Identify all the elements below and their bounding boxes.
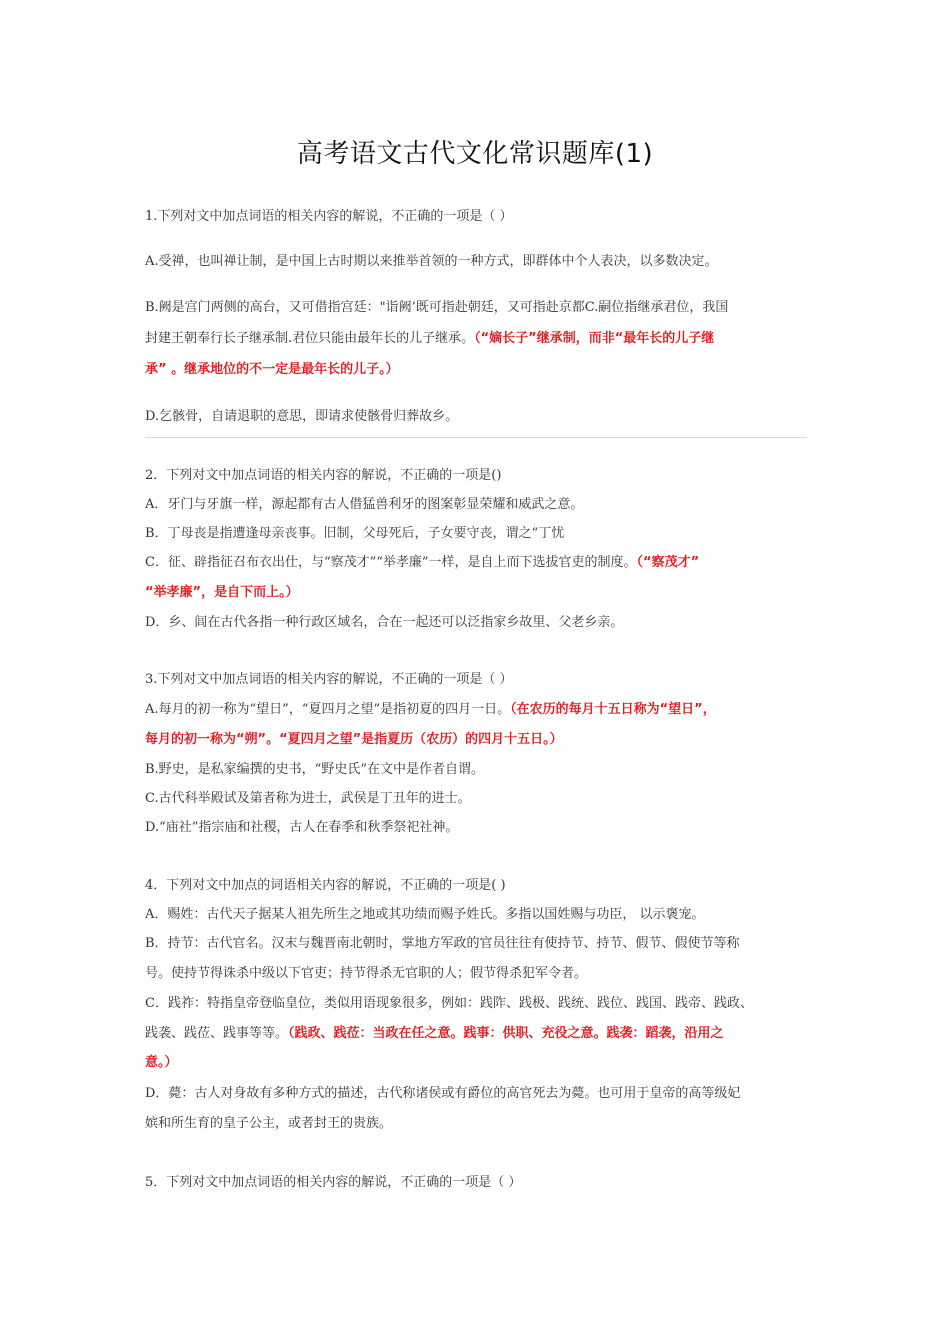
document-title: 高考语文古代文化常识题库(1): [296, 139, 654, 169]
q1-option-b-line2: [145, 327, 714, 346]
q1-option-b-line1: B.阙是宫门两侧的高台，又可借指宫廷："诣阙’既可指赴朝廷，又可指赴京都C.嗣位指继承君位，我国: [145, 300, 729, 315]
q1-answer-note-cont: 承” 。继承地位的不一定是最年长的儿子。）: [145, 362, 399, 377]
q4-option-d-line1: D．薨：古人对身故有多种方式的描述，古代称诸侯或有爵位的高官死去为薨。也可用于皇帝的高等级妃: [145, 1086, 741, 1101]
q3-option-b: B.野史，是私家编撰的史书，“野史氏”在文中是作者自谓。: [145, 762, 484, 777]
q4-option-c-line2: [145, 1022, 724, 1041]
q1-answer-note: （“嫡长子”继承制，而非“最年长的儿子继: [474, 331, 715, 346]
q1-option-d: D.乞骸骨，自请退职的意思，即请求使骸骨归葬故乡。: [145, 409, 459, 424]
q2-answer-note-cont: “举孝廉”，是自下而上。）: [145, 585, 299, 600]
q4-option-c-text: 践袭、践莅、践事等等。: [145, 1026, 289, 1041]
q4-option-d-line2: 嫔和所生育的皇子公主，或者封王的贵族。: [145, 1116, 393, 1131]
q3-option-d: D.“庙社”指宗庙和社稷，古人在春季和秋季祭祀社神。: [145, 820, 459, 835]
q2-option-d: D．乡、闾在古代各指一种行政区域名，合在一起还可以泛指家乡故里、父老乡亲。: [145, 615, 624, 630]
divider: [145, 437, 807, 438]
q2-option-b: B．丁母丧是指遭逢母亲丧事。旧制，父母死后，子女要守丧，谓之“丁忧: [145, 526, 565, 541]
q3-option-a: [145, 698, 716, 717]
q4-option-b-line2: 号。使持节得诛杀中级以下官吏；持节得杀无官职的人；假节得杀犯军令者。: [145, 966, 588, 981]
q1-option-a: A.受禅，也叫禅让制，是中国上古时期以来推举首领的一种方式，即群体中个人表决，以多数决定。: [145, 254, 718, 269]
q3-stem: 3.下列对文中加点词语的相关内容的解说，不正确的一项是（ ）: [145, 672, 513, 687]
q1-option-b-text: 封建王朝奉行长子继承制.君位只能由最年长的儿子继承。: [145, 331, 475, 346]
q4-answer-note: （践政、践莅：当政在任之意。践事：供职、充役之意。践袭：蹈袭，沿用之: [288, 1026, 724, 1041]
q1-stem: 1.下列对文中加点词语的相关内容的解说，不正确的一项是（ ）: [145, 209, 513, 224]
q2-option-a: A．牙门与牙旗一样，源起都有古人借猛兽利牙的图案彰显荣耀和威武之意。: [145, 497, 584, 512]
q4-option-c-line1: C．践祚：特指皇帝登临皇位，类似用语现象很多，例如：践阼、践极、践统、践位、践国、践帝、践政、: [145, 996, 753, 1011]
q3-option-c: C.古代科举殿试及第者称为进士，武侯是丁丑年的进士。: [145, 791, 471, 806]
q4-option-a: A．赐姓：古代天子据某人祖先所生之地或其功绩而赐予姓氏。多指以国姓赐与功臣， 以示褒宠。: [145, 907, 705, 922]
q3-answer-note: （在农历的每月十五日称为“望日”，: [510, 702, 716, 717]
q2-answer-note: （“察茂才”: [636, 555, 700, 570]
q4-stem: 4．下列对文中加点的词语相关内容的解说，不正确的一项是( ): [145, 878, 506, 893]
q2-option-c-text: C．征、辟指征召布衣出仕，与“察茂才”“举孝廉”一样，是自上而下选拔官吏的制度。: [145, 555, 637, 570]
q4-option-b-line1: B．持节：古代官名。汉末与魏晋南北朝时，掌地方军政的官员往往有使持节、持节、假节、假使节等称: [145, 936, 740, 951]
q2-option-c: [145, 551, 699, 570]
q2-stem: 2．下列对文中加点词语的相关内容的解说，不正确的一项是(): [145, 468, 502, 483]
q3-option-a-text: A.每月的初一称为“望日”，“夏四月之望”是指初夏的四月一日。: [145, 702, 511, 717]
q5-stem: 5．下列对文中加点词语的相关内容的解说，不正确的一项是（ ）: [145, 1175, 522, 1190]
q3-answer-note-cont: 每月的初一称为“朔”。“夏四月之望”是指夏历（农历）的四月十五日。）: [145, 732, 563, 747]
q4-answer-note-cont: 意。）: [145, 1055, 178, 1070]
